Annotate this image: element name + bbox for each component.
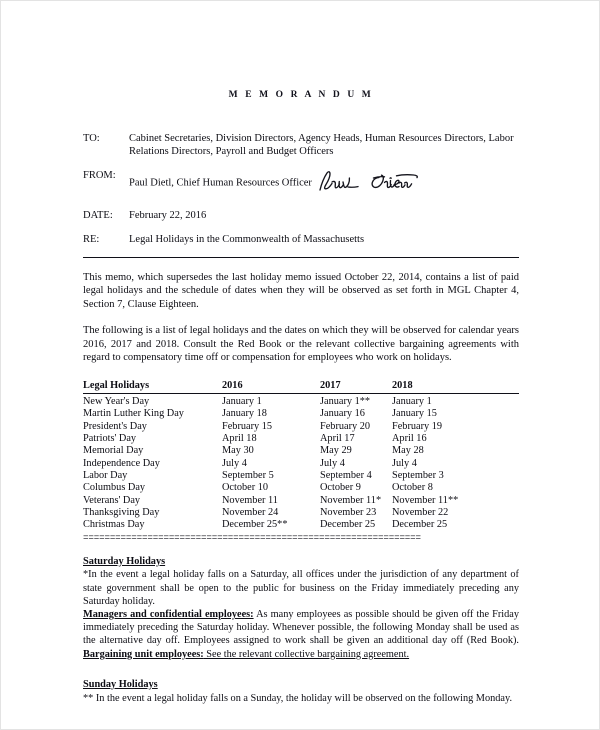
table-separator-rule: ===============================================================: [83, 532, 421, 543]
table-body: [83, 394, 519, 532]
managers-clause: [83, 609, 519, 646]
cell-2016: December 25**: [222, 519, 288, 531]
cell-2018: April 16: [392, 432, 427, 444]
cell-holiday-name: Veterans' Day: [83, 494, 141, 506]
signature-image: [317, 170, 421, 198]
legal-holidays-table: [83, 379, 519, 531]
cell-2018: November 11**: [392, 494, 459, 506]
cell-2018: July 4: [392, 457, 417, 469]
field-label-from: FROM:: [83, 170, 116, 182]
cell-holiday-name: New Year's Day: [83, 395, 150, 407]
table-row: [83, 408, 519, 420]
table-header-row: [83, 379, 519, 394]
field-value-re: Legal Holidays in the Commonwealth of Massachusetts: [129, 233, 365, 245]
table-row: [83, 470, 519, 482]
sunday-holidays-text: ** In the event a legal holiday falls on a Sunday, the holiday will be observed on the following Monday.: [83, 693, 513, 705]
cell-holiday-name: President's Day: [83, 420, 147, 432]
table-row: [83, 433, 519, 445]
column-header-2016: 2016: [222, 379, 320, 394]
cell-2016: November 24: [222, 507, 279, 519]
column-header-2017: 2017: [320, 379, 392, 394]
cell-2016: October 10: [222, 482, 269, 494]
cell-holiday-name: Christmas Day: [83, 519, 145, 531]
cell-2018: January 15: [392, 408, 437, 420]
cell-2018: May 28: [392, 445, 424, 457]
field-row-re: [83, 233, 519, 246]
cell-2018: November 22: [392, 507, 449, 519]
managers-label: Managers and confidential employees:: [83, 609, 254, 621]
cell-2018: September 3: [392, 470, 444, 482]
field-row-to: [83, 132, 519, 158]
cell-holiday-name: Martin Luther King Day: [83, 408, 184, 420]
document-content: [83, 1, 519, 705]
field-row-from: [83, 169, 519, 197]
cell-holiday-name: Labor Day: [83, 470, 128, 482]
cell-2016: May 30: [222, 445, 254, 457]
from-text: Paul Dietl, Chief Human Resources Officer: [129, 177, 312, 189]
cell-2016: July 4: [222, 457, 247, 469]
sunday-holidays-heading: Sunday Holidays: [83, 678, 158, 690]
page-title: M E M O R A N D U M: [228, 90, 374, 100]
cell-holiday-name: Thanksgiving Day: [83, 507, 160, 519]
table-row: [83, 495, 519, 507]
cell-2018: October 8: [392, 482, 433, 494]
cell-2017: January 16: [320, 408, 365, 420]
cell-holiday-name: Independence Day: [83, 457, 160, 469]
field-value-to: Cabinet Secretaries, Division Directors, Agency Heads, Human Resources Directors, Labor Relations Directors, Payroll and Budget Officers: [129, 133, 514, 158]
table-row: [83, 445, 519, 457]
table-row: [83, 458, 519, 470]
cell-2016: September 5: [222, 470, 274, 482]
saturday-holidays-text: *In the event a legal holiday falls on a Saturday, all offices under the jurisdiction of any department of state government shall be open to the public for business on the Friday immediately preceding any Saturday holiday.: [83, 569, 519, 607]
sunday-holidays-section: [83, 678, 519, 705]
cell-2016: November 11: [222, 494, 278, 506]
column-header-holiday: Legal Holidays: [83, 379, 222, 394]
table-row: [83, 519, 519, 531]
cell-holiday-name: Patriots' Day: [83, 432, 137, 444]
bargaining-clause: [83, 649, 409, 660]
cell-2017: October 9: [320, 482, 361, 494]
table-row: [83, 394, 519, 408]
cell-holiday-name: Columbus Day: [83, 482, 146, 494]
bargaining-label: Bargaining unit employees:: [83, 648, 204, 660]
cell-2017: May 29: [320, 445, 352, 457]
cell-2017: April 17: [320, 432, 355, 444]
field-label-to: TO:: [83, 133, 100, 144]
table-row: [83, 507, 519, 519]
paragraph-list-intro: The following is a list of legal holidays and the dates on which they will be observed for calendar years 2016, 2017 and 2018. Consult the Red Book or the relevant collective bargaining agreements with regard to compensatory time off or compensation for employees who work on holidays.: [83, 325, 519, 364]
cell-2016: January 1: [222, 395, 262, 407]
field-label-date: DATE:: [83, 209, 113, 221]
cell-2017: November 11*: [320, 494, 382, 506]
table-row: [83, 482, 519, 494]
cell-2016: April 18: [222, 432, 257, 444]
cell-2016: February 15: [222, 420, 273, 432]
bargaining-text: See the relevant collective bargaining agreement.: [203, 648, 410, 660]
table-row: [83, 421, 519, 433]
cell-holiday-name: Memorial Day: [83, 445, 144, 457]
cell-2017: July 4: [320, 457, 345, 469]
saturday-holidays-heading: Saturday Holidays: [83, 555, 166, 567]
paragraph-supersedes: This memo, which supersedes the last holiday memo issued October 22, 2014, contains a list of paid legal holidays and the schedule of dates when they will be observed as set forth in MGL Chapter 4, Section 7, Clause Eighteen.: [83, 272, 519, 310]
field-row-date: [83, 209, 519, 222]
cell-2018: February 19: [392, 420, 443, 432]
column-header-2018: 2018: [392, 379, 519, 394]
cell-2017: February 20: [320, 420, 371, 432]
cell-2017: November 23: [320, 507, 377, 519]
cell-2016: January 18: [222, 408, 267, 420]
field-value-date: February 22, 2016: [129, 209, 207, 221]
saturday-holidays-section: [83, 555, 519, 661]
managers-text: As many employees as possible should be given off the Friday immediately preceding the Saturday holiday. Whenever possible, the following Monday shall be used as the alternative day off. Employees assigned to work shall be given an additional day off (Red Book).: [83, 609, 519, 647]
memo-header-fields: [83, 132, 519, 258]
cell-2017: September 4: [320, 470, 372, 482]
field-value-from: [129, 169, 519, 197]
cell-2018: December 25: [392, 519, 448, 531]
cell-2017: January 1**: [320, 395, 371, 407]
cell-2018: January 1: [392, 395, 432, 407]
header-divider: [83, 257, 519, 258]
field-label-re: RE:: [83, 233, 100, 245]
cell-2017: December 25: [320, 519, 376, 531]
